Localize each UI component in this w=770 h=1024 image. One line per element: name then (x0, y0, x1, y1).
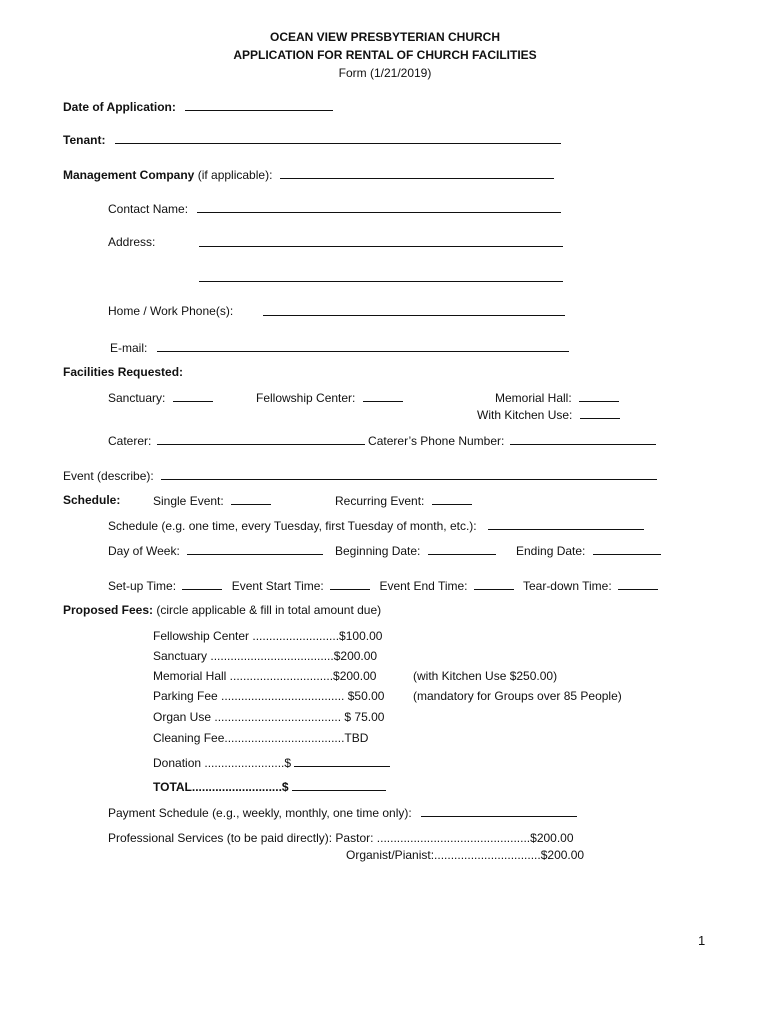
single-event-row (153, 493, 271, 508)
contact-name-field[interactable] (197, 201, 561, 213)
ending-date-row (516, 543, 661, 558)
professional-services: Professional Services (to be paid directly): Pastor: ..............................................$200.00 (108, 831, 574, 845)
page-number: 1 (698, 933, 706, 948)
schedule-example-row (108, 518, 644, 533)
parking-fee-note: (mandatory for Groups over 85 People) (413, 689, 622, 703)
ending-date-label: Ending Date: (516, 544, 586, 558)
payment-schedule-row (108, 805, 577, 820)
teardown-time-field[interactable] (618, 578, 658, 590)
donation-label: Donation ........................$ (153, 756, 292, 770)
caterer-label: Caterer: (108, 434, 152, 448)
memorial-hall-row (495, 390, 619, 405)
address-line-1[interactable] (199, 235, 563, 250)
contact-name-label: Contact Name: (108, 202, 189, 216)
fees-heading-row (63, 603, 381, 617)
payment-schedule-field[interactable] (421, 805, 577, 817)
fee-item-organ: Organ Use ...................................... $ 75.00 (153, 710, 385, 724)
fees-note: (circle applicable & fill in total amount due) (156, 603, 382, 617)
fee-item-cleaning: Cleaning Fee....................................TBD (153, 731, 369, 745)
caterer-field[interactable] (157, 433, 365, 445)
recurring-event-field[interactable] (432, 493, 472, 505)
management-company-row (63, 167, 554, 182)
memorial-hall-label: Memorial Hall: (495, 391, 572, 405)
donation-field[interactable] (294, 755, 390, 767)
email-label: E-mail: (110, 341, 148, 355)
recurring-event-row (335, 493, 472, 508)
schedule-heading: Schedule: (63, 493, 121, 507)
date-of-application-row (63, 99, 333, 114)
kitchen-use-field[interactable] (580, 407, 620, 419)
fee-item-parking: Parking Fee ..................................... $50.00 (153, 689, 385, 703)
day-of-week-label: Day of Week: (108, 544, 180, 558)
date-of-application-label: Date of Application: (63, 100, 176, 114)
fee-item-sanctuary: Sanctuary .....................................$200.00 (153, 649, 378, 663)
setup-time-field[interactable] (182, 578, 222, 590)
beginning-date-row (335, 543, 496, 558)
payment-schedule-label: Payment Schedule (e.g., weekly, monthly, one time only): (108, 806, 412, 820)
start-time-field[interactable] (330, 578, 370, 590)
single-event-label: Single Event: (153, 494, 224, 508)
management-company-label: Management Company (63, 168, 195, 182)
phone-field[interactable] (263, 304, 565, 319)
address-line-2[interactable] (199, 270, 563, 285)
total-row (153, 779, 386, 794)
caterer-phone-label: Caterer’s Phone Number: (368, 434, 505, 448)
event-describe-row (63, 468, 657, 483)
donation-row (153, 755, 390, 770)
setup-time-label: Set-up Time: (108, 579, 177, 593)
date-of-application-field[interactable] (185, 99, 333, 111)
phone-label: Home / Work Phone(s): (108, 304, 234, 318)
sanctuary-field[interactable] (173, 390, 213, 402)
schedule-example-field[interactable] (488, 518, 644, 530)
form-title: APPLICATION FOR RENTAL OF CHURCH FACILITIES (233, 48, 537, 62)
fees-heading: Proposed Fees: (63, 603, 154, 617)
caterer-row (108, 433, 656, 448)
caterer-phone-field[interactable] (510, 433, 656, 445)
management-company-note: (if applicable): (197, 168, 273, 182)
tenant-label: Tenant: (63, 133, 106, 147)
email-field[interactable] (157, 340, 569, 352)
schedule-example-label: Schedule (e.g. one time, every Tuesday, first Tuesday of month, etc.): (108, 519, 477, 533)
management-company-field[interactable] (280, 167, 554, 179)
tenant-row (63, 132, 561, 147)
form-date: Form (1/21/2019) (338, 66, 432, 80)
event-describe-label: Event (describe): (63, 469, 154, 483)
kitchen-fee-note: (with Kitchen Use $250.00) (413, 669, 558, 683)
kitchen-use-label: With Kitchen Use: (477, 408, 573, 422)
single-event-field[interactable] (231, 493, 271, 505)
sanctuary-row (108, 390, 213, 405)
facilities-heading: Facilities Requested: (63, 365, 184, 379)
ending-date-field[interactable] (593, 543, 661, 555)
email-row (110, 340, 569, 355)
end-time-label: Event End Time: (379, 579, 468, 593)
end-time-field[interactable] (474, 578, 514, 590)
total-field[interactable] (292, 779, 386, 791)
fellowship-center-field[interactable] (363, 390, 403, 402)
event-describe-field[interactable] (161, 468, 657, 480)
organist-fee: Organist/Pianist:................................$200.00 (346, 848, 585, 862)
teardown-time-label: Tear-down Time: (522, 579, 612, 593)
recurring-event-label: Recurring Event: (335, 494, 425, 508)
address-label: Address: (108, 235, 156, 249)
sanctuary-label: Sanctuary: (108, 391, 166, 405)
contact-name-row (108, 201, 561, 216)
tenant-field[interactable] (115, 132, 561, 144)
beginning-date-field[interactable] (428, 543, 496, 555)
day-of-week-field[interactable] (187, 543, 323, 555)
kitchen-use-row (477, 407, 620, 422)
start-time-label: Event Start Time: (231, 579, 324, 593)
times-row (108, 578, 658, 593)
fellowship-center-row (256, 390, 403, 405)
day-of-week-row (108, 543, 323, 558)
total-label: TOTAL...........................$ (153, 780, 289, 794)
memorial-hall-field[interactable] (579, 390, 619, 402)
fee-item-memorial-hall: Memorial Hall ...............................$200.00 (153, 669, 377, 683)
fee-item-fellowship: Fellowship Center ..........................$100.00 (153, 629, 383, 643)
beginning-date-label: Beginning Date: (335, 544, 421, 558)
fellowship-center-label: Fellowship Center: (256, 391, 356, 405)
church-name: OCEAN VIEW PRESBYTERIAN CHURCH (269, 30, 500, 44)
